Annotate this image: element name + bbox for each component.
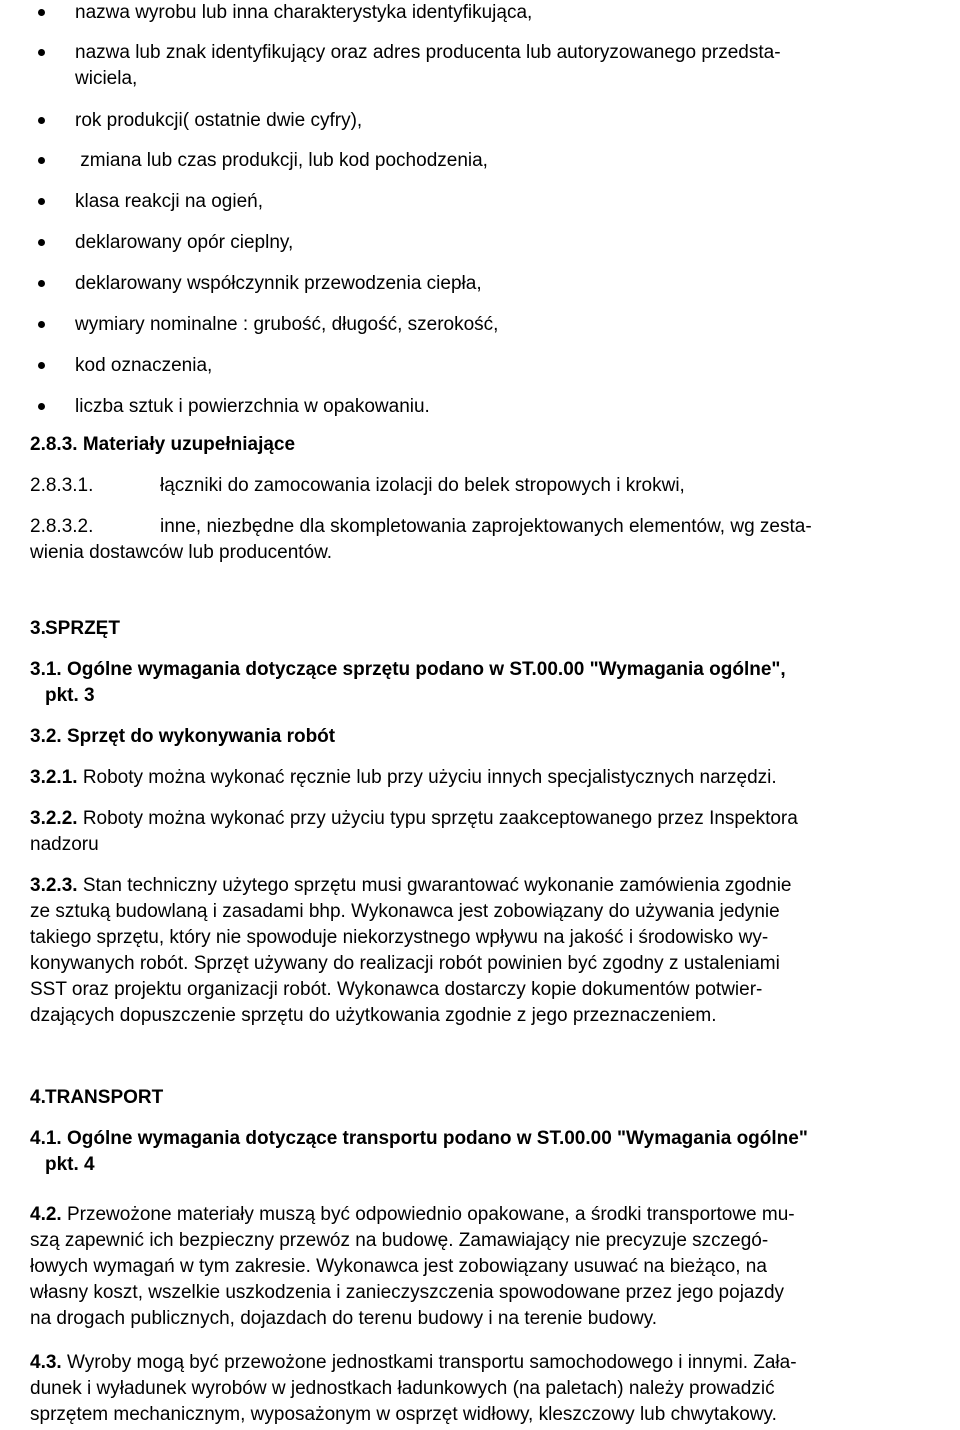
paragraph-text: Roboty można wykonać ręcznie lub przy użyciu innych specjalistycznych narzędzi. xyxy=(77,767,777,788)
paragraph-line: własny koszt, wszelkie uszkodzenia i zanieczyszczenia spowodowane przez jego pojazdy xyxy=(30,1282,785,1303)
document-page: nazwa wyrobu lub inna charakterystyka identyfikująca, nazwa lub znak identyfikujący oraz adres producenta lub autoryzowanego przedsta- wiciela, rok produkcji( ostatnie dwie cyfry), zmiana lub czas produkcji, lub kod pochodzenia, klasa reakcji na ogień, deklarowany opór cieplny, deklarowany współczynnik przewodzenia ciepła, wymiary nominalne : grubość, długość, szerokość, kod oznaczenia, liczba sztuk i powierzchnia w opakowaniu. 2.8.3. Materiały uzupełniające 2.8.3.1. łączniki do zamocowania izolacji do belek stropowych i krokwi, 2.8.3.2. inne, niezbędne dla skompletowania zaprojektowanych elementów, wg zesta- wienia dostawców lub producentów. 3. SPRZĘT 3.1. Ogólne wymagania dotyczące sprzętu podano w ST.00.00 "Wymagania ogólne", pkt. 3 3.2. Sprzęt do wykonywania robót 3.2.1. Roboty można wykonać ręcznie lub przy użyciu innych specjalistycznych narzędzi. 3.2.2. Roboty można wykonać przy użyciu typu sprzętu zaakceptowanego przez Inspektora nadzoru 3.2.3. Stan techniczny użytego sprzętu musi gwarantować wykonanie zamówienia zgodnie ze sztuką budowlaną i zasadami bhp. Wykonawca jest zobowiązany do używania jedynie takiego sprzętu, który nie spowoduje niekorzystnego wpływu na jakość i środowisko wy- konywanych robót. Sprzęt używany do realizacji robót powinien być zgodny z ustaleniami SST oraz projektu organizacji robót. Wykonawca dostarczy kopie dokumentów potwier- dzających dopuszczenie sprzętu do użytkowania zgodnie z jego przeznaczeniem. 4. TRANSPORT 4.1. Ogólne wymagania dotyczące transportu podano w ST.00.00 "Wymagania ogólne" pkt. 4 4.2. Przewożone materiały muszą być odpowiednio opakowane, a środki transportowe mu- szą zapewnić ich bezpieczny przewóz na budowę. Zamawiający nie precyzuje szczegó- łowych wymagań w tym zakresie. Wykonawca jest zobowiązany usuwać na bieżąco, na własny koszt, wszelkie uszkodzenia i zanieczyszczenia spowodowane przez jego pojazdy na drogach publicznych, dojazdach do terenu budowy i na terenie budowy. 4.3. Wyroby mogą być przewożone jednostkami transportu samochodowego i innymi. Zała- dunek i wyładunek wyrobów w jednostkach ładunkowych (na paletach) należy prowadzić sprzętem mechanicznym, wyposażonym w osprzęt widłowy, kleszczowy lub chwytakowy. xyxy=(0,0,960,1430)
bullet-icon xyxy=(38,403,45,410)
paragraph-text: Stan techniczny użytego sprzętu musi gwarantować wykonanie zamówienia zgodnie xyxy=(77,875,792,896)
heading-3-1-cont: pkt. 3 xyxy=(45,685,95,706)
section-number-4: 4. xyxy=(30,1087,46,1108)
bullet-icon xyxy=(38,239,45,246)
paragraph-number: 3.2.3. xyxy=(30,875,78,896)
paragraph-line: łowych wymagań w tym zakresie. Wykonawca jest zobowiązany usuwać na bieżąco, na xyxy=(30,1256,767,1277)
paragraph-line: SST oraz projektu organizacji robót. Wykonawca dostarczy kopie dokumentów potwier- xyxy=(30,979,763,1000)
bullet-icon xyxy=(38,49,45,56)
section-title-4: TRANSPORT xyxy=(45,1087,164,1108)
paragraph-line: dunek i wyładunek wyrobów w jednostkach ładunkowych (na paletach) należy prowadzić xyxy=(30,1378,775,1399)
paragraph-text: Przewożone materiały muszą być odpowiednio opakowane, a środki transportowe mu- xyxy=(61,1204,795,1225)
paragraph-line: konywanych robót. Sprzęt używany do realizacji robót powinien być zgodny z ustaleniami xyxy=(30,953,780,974)
paragraph-line: na drogach publicznych, dojazdach do terenu budowy i na terenie budowy. xyxy=(30,1308,658,1329)
section-number-3: 3. xyxy=(30,618,46,639)
paragraph-number: 4.2. xyxy=(30,1204,62,1225)
paragraph-line: sprzętem mechanicznym, wyposażonym w osprzęt widłowy, kleszczowy lub chwytakowy. xyxy=(30,1404,777,1425)
bullet-icon xyxy=(38,362,45,369)
paragraph-line: dzających dopuszczenie sprzętu do użytkowania zgodnie z jego przeznaczeniem. xyxy=(30,1005,717,1026)
section-title-3: SPRZĘT xyxy=(45,618,120,639)
bullet-icon xyxy=(38,9,45,16)
item-number: 2.8.3.1. xyxy=(30,475,94,496)
paragraph-number: 3.2.1. xyxy=(30,767,78,788)
item-text-continuation: wienia dostawców lub producentów. xyxy=(30,542,333,563)
paragraph-number: 3.2.2. xyxy=(30,808,78,829)
section-heading-2-8-3: 2.8.3. Materiały uzupełniające xyxy=(30,434,296,455)
paragraph-line: szą zapewnić ich bezpieczny przewóz na budowę. Zamawiający nie precyzuje szczegó- xyxy=(30,1230,769,1251)
paragraph-text: Roboty można wykonać przy użyciu typu sprzętu zaakceptowanego przez Inspektora xyxy=(77,808,798,829)
bullet-icon xyxy=(38,157,45,164)
paragraph-line: ze sztuką budowlaną i zasadami bhp. Wykonawca jest zobowiązany do używania jedynie xyxy=(30,901,780,922)
heading-4-1-cont: pkt. 4 xyxy=(45,1154,95,1175)
bullet-icon xyxy=(38,198,45,205)
heading-4-1: 4.1. Ogólne wymagania dotyczące transportu podano w ST.00.00 "Wymagania ogólne" xyxy=(30,1128,808,1149)
heading-3-1: 3.1. Ogólne wymagania dotyczące sprzętu podano w ST.00.00 "Wymagania ogólne", xyxy=(30,659,786,680)
item-text: inne, niezbędne dla skompletowania zaprojektowanych elementów, wg zesta- xyxy=(160,516,812,537)
paragraph-number: 4.3. xyxy=(30,1352,62,1373)
bullet-icon xyxy=(38,280,45,287)
paragraph-line: takiego sprzętu, który nie spowoduje niekorzystnego wpływu na jakość i środowisko wy- xyxy=(30,927,769,948)
bullet-icon xyxy=(38,321,45,328)
item-text: łączniki do zamocowania izolacji do belek stropowych i krokwi, xyxy=(160,475,685,496)
heading-3-2: 3.2. Sprzęt do wykonywania robót xyxy=(30,726,336,747)
bullet-icon xyxy=(38,117,45,124)
item-number: 2.8.3.2. xyxy=(30,516,94,537)
paragraph-text: Wyroby mogą być przewożone jednostkami transportu samochodowego i innymi. Zała- xyxy=(61,1352,797,1373)
paragraph-text-continuation: nadzoru xyxy=(30,834,99,855)
